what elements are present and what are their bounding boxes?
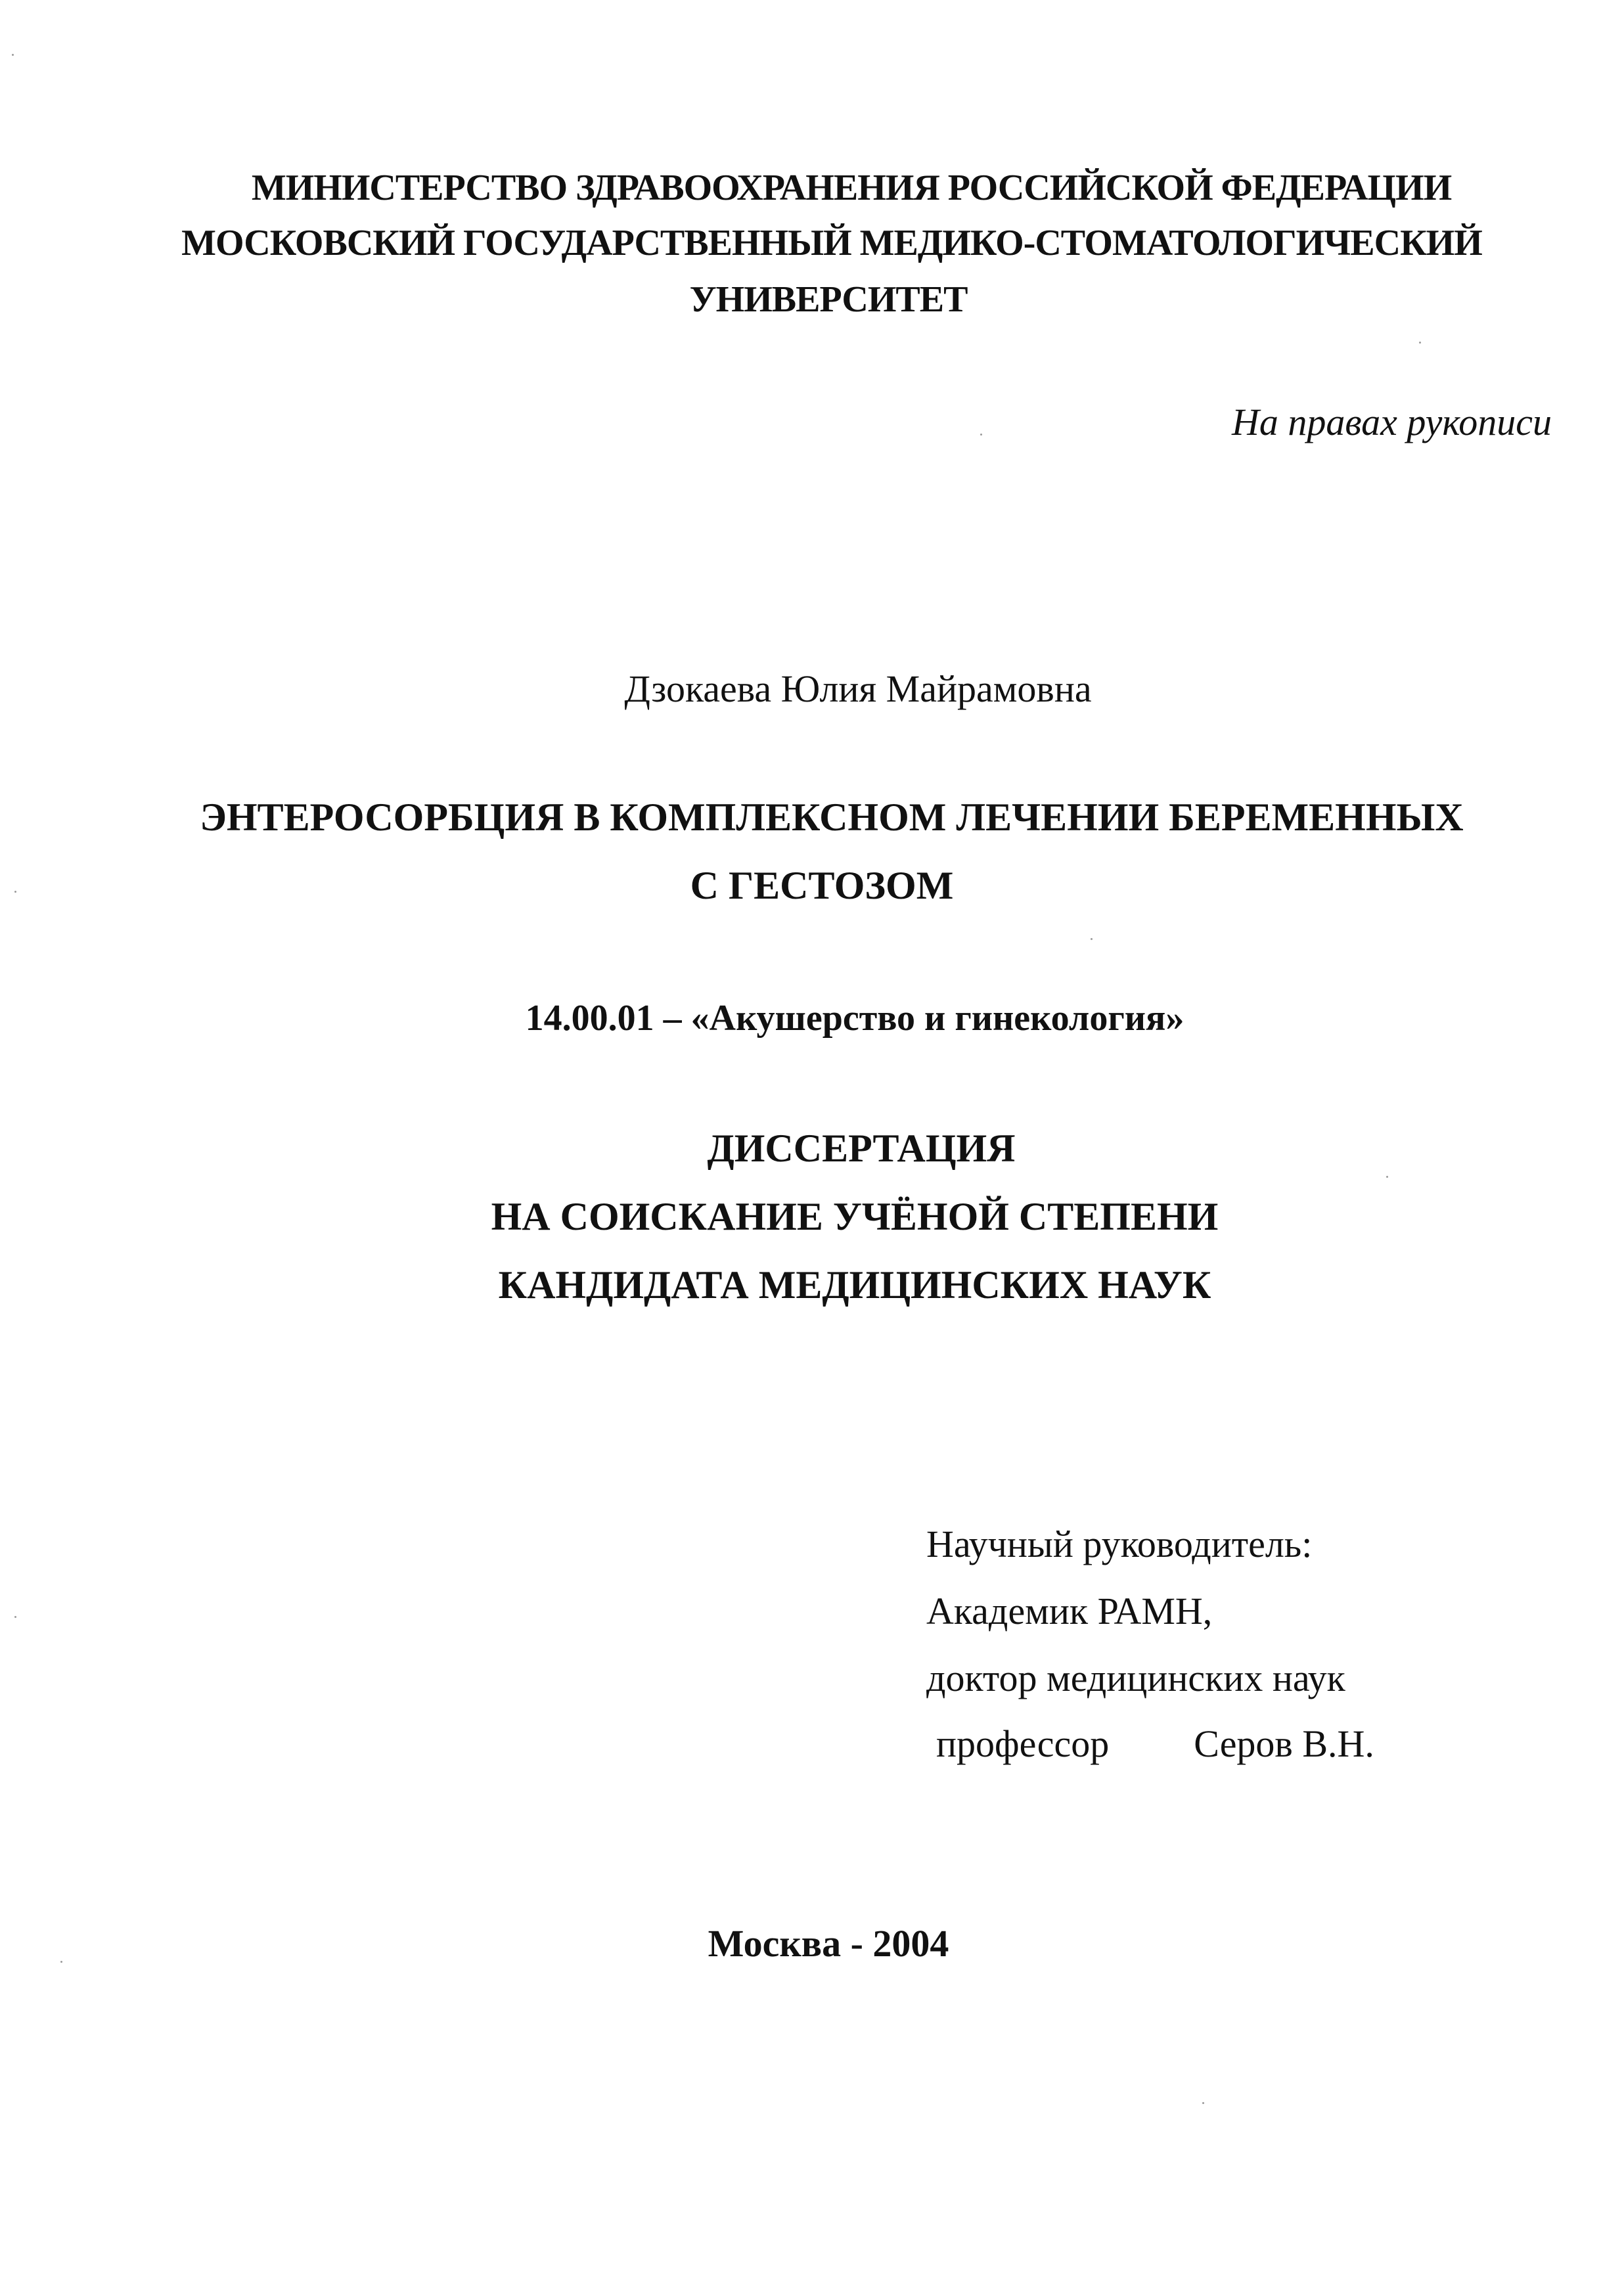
supervisor-rank: Академик РАМН, — [926, 1590, 1213, 1632]
university-heading-line1: МОСКОВСКИЙ ГОСУДАРСТВЕННЫЙ МЕДИКО-СТОМАТОЛОГИЧЕСКИЙ — [181, 223, 1482, 263]
dissertation-label-line3: КАНДИДАТА МЕДИЦИНСКИХ НАУК — [498, 1263, 1211, 1307]
dissertation-title-line2: С ГЕСТОЗОМ — [690, 864, 954, 907]
scan-speck — [12, 54, 14, 56]
manuscript-note: На правах рукописи — [1231, 401, 1552, 443]
author-name: Дзокаева Юлия Майрамовна — [624, 667, 1092, 710]
university-heading-line2: УНИВЕРСИТЕТ — [689, 279, 968, 320]
supervisor-name-row — [936, 1722, 1374, 1765]
scan-speck — [1419, 342, 1421, 344]
specialty-code: 14.00.01 – «Акушерство и гинекология» — [525, 998, 1184, 1039]
scan-speck — [1202, 2102, 1204, 2104]
supervisor-name: Серов В.Н. — [1194, 1722, 1374, 1765]
scan-speck — [1091, 938, 1093, 940]
supervisor-heading: Научный руководитель: — [926, 1523, 1313, 1565]
city-year: Москва - 2004 — [708, 1922, 949, 1965]
dissertation-label-line2: НА СОИСКАНИЕ УЧЁНОЙ СТЕПЕНИ — [491, 1195, 1219, 1238]
scan-speck — [980, 434, 982, 436]
dissertation-title-line1: ЭНТЕРОСОРБЦИЯ В КОМПЛЕКСНОМ ЛЕЧЕНИИ БЕРЕМЕННЫХ — [200, 796, 1464, 839]
supervisor-degree: доктор медицинских наук — [926, 1657, 1345, 1699]
scan-speck — [14, 891, 16, 893]
dissertation-label-line1: ДИССЕРТАЦИЯ — [707, 1127, 1016, 1170]
ministry-heading: МИНИСТЕРСТВО ЗДРАВООХРАНЕНИЯ РОССИЙСКОЙ ФЕДЕРАЦИИ — [251, 168, 1452, 208]
supervisor-position: профессор — [936, 1722, 1110, 1765]
scan-speck — [1386, 1176, 1388, 1178]
scan-speck — [60, 1961, 62, 1963]
scan-speck — [14, 1616, 16, 1618]
